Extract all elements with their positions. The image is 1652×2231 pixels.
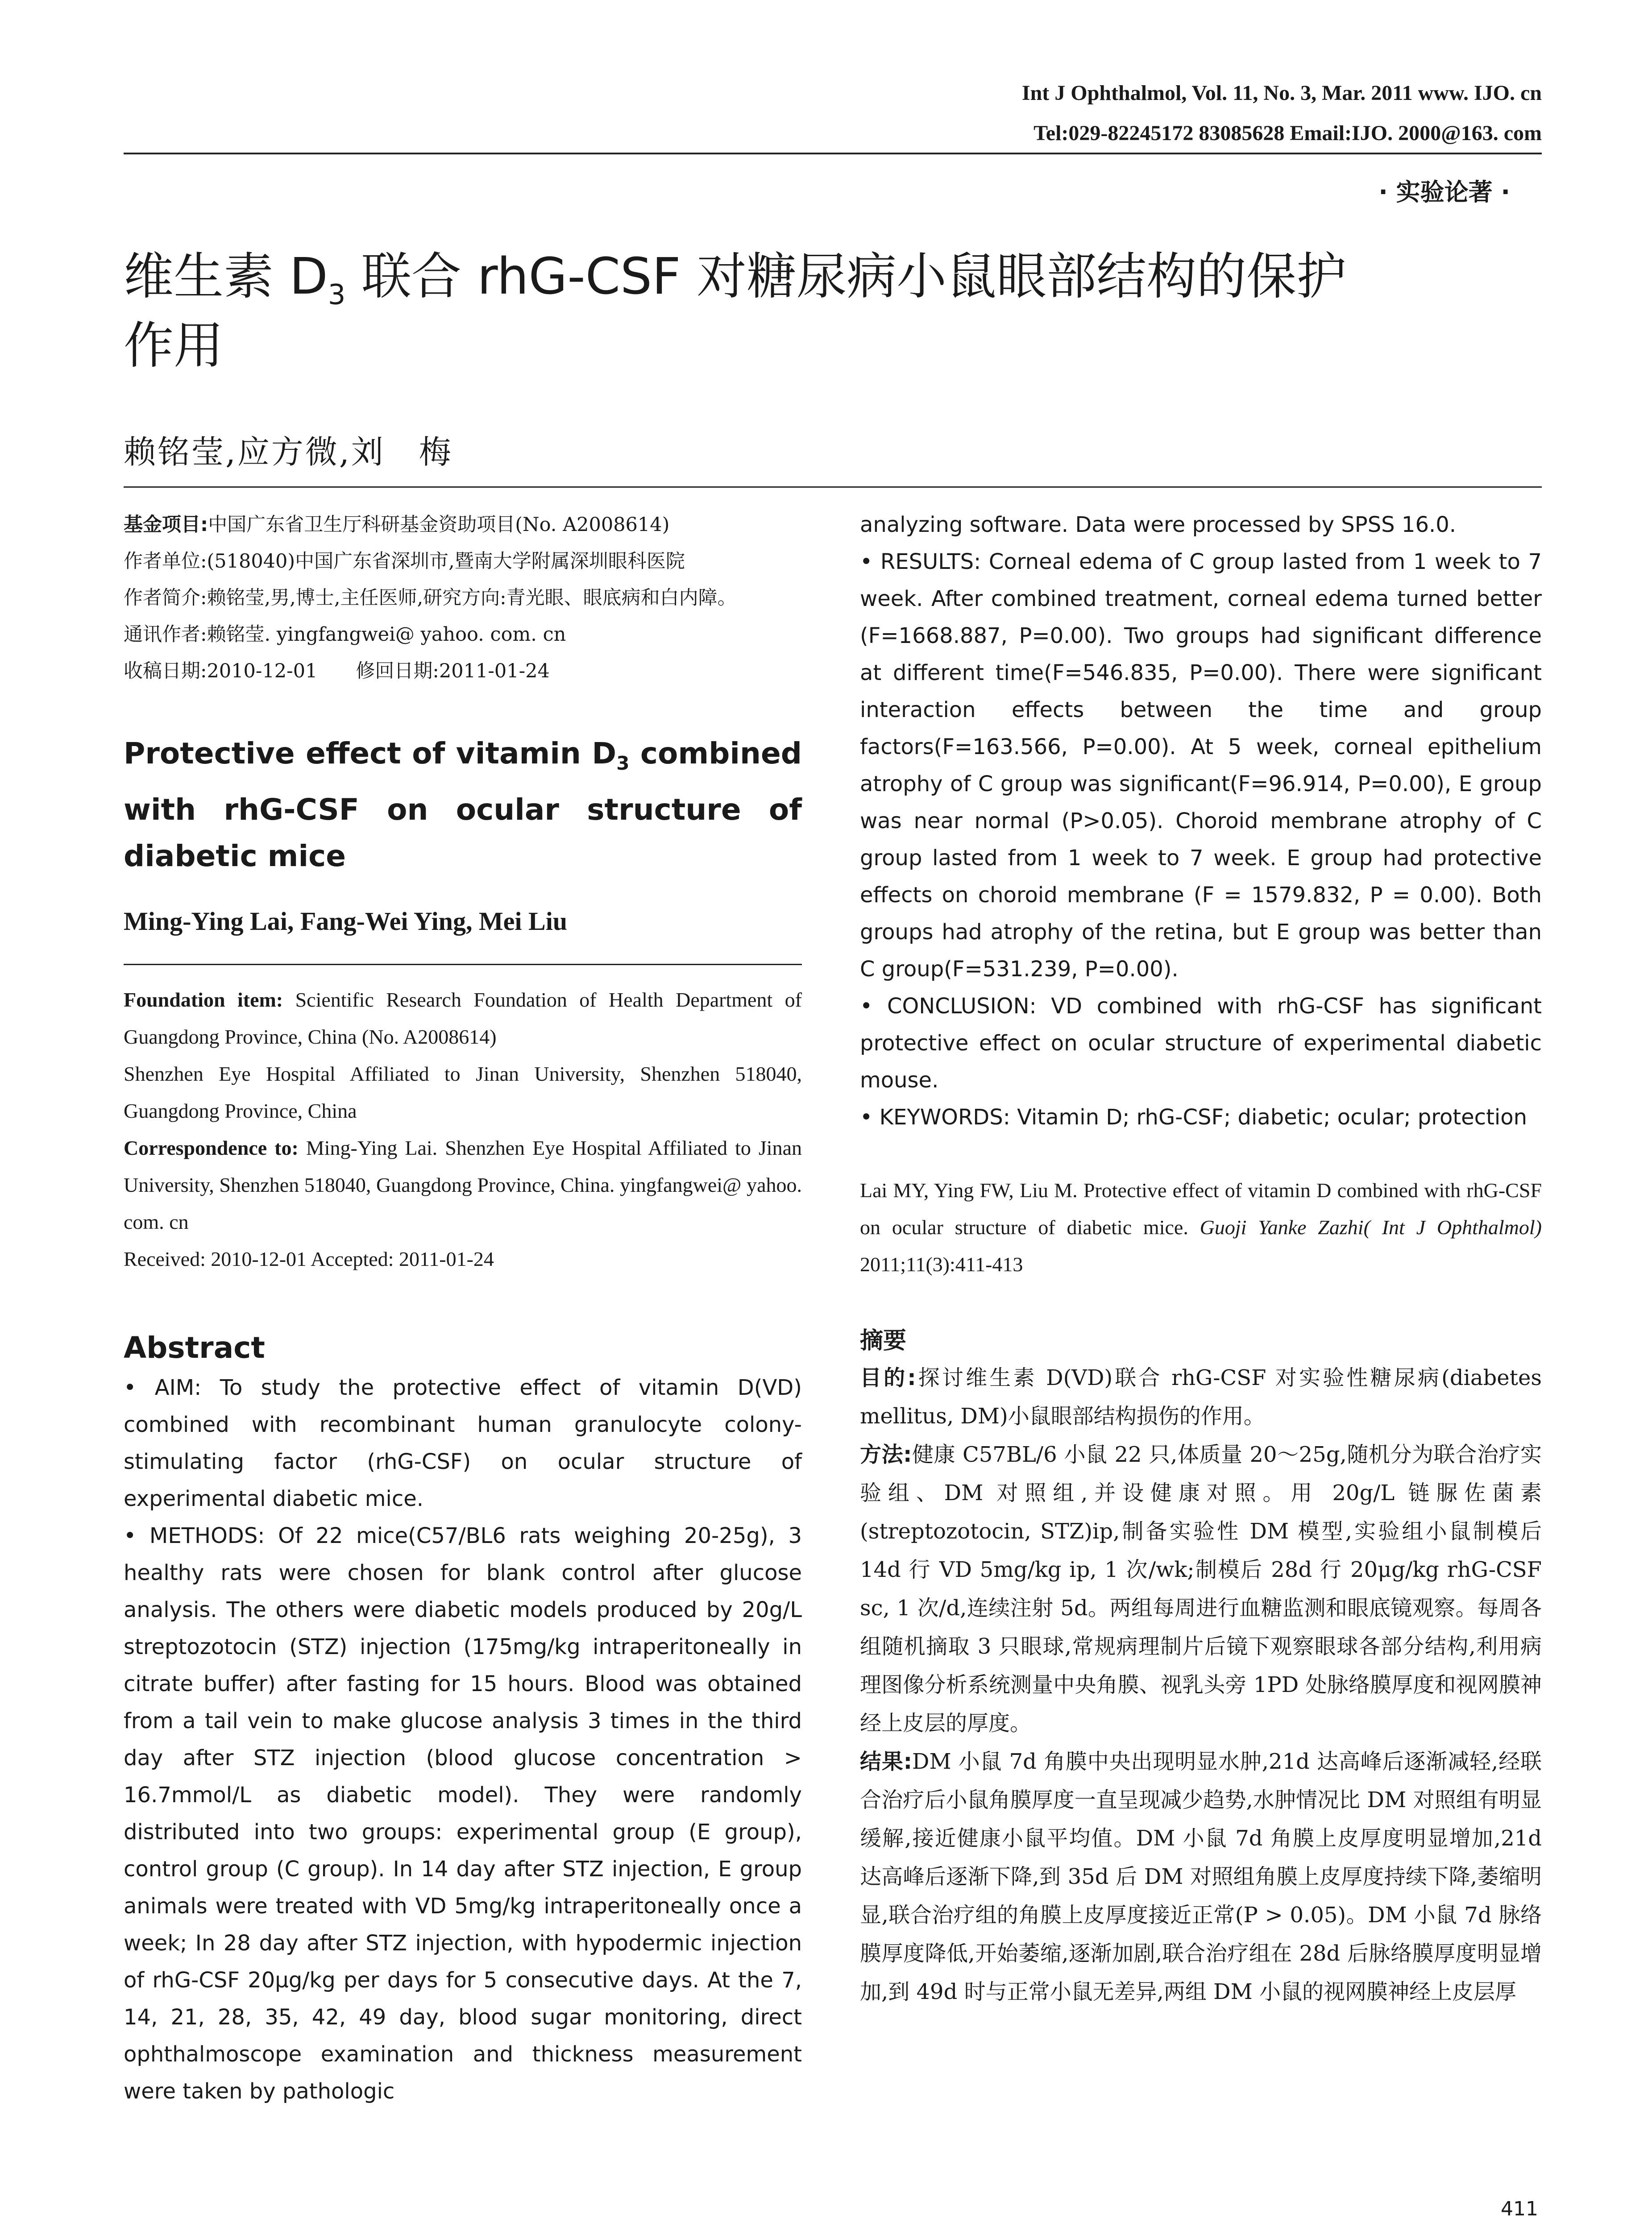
page-title-line2: 作用 — [124, 317, 224, 375]
citation-tail: 2011;11(3):411-413 — [860, 1253, 1023, 1276]
cn-abstract-label: 结果: — [860, 1749, 912, 1774]
running-header-contact: Tel:029-82245172 83085628 Email:IJO. 2000@163. com — [1034, 121, 1542, 145]
abstract-conclusion: • CONCLUSION: VD combined with rhG-CSF has significant protective effect on ocular structure of experimental diabetic mouse. — [860, 994, 1542, 1093]
cn-info-label: 基金项目: — [124, 514, 208, 536]
cn-abstract-label: 目的: — [860, 1365, 916, 1390]
page-number: 411 — [1501, 2198, 1538, 2220]
abstract-aim: • AIM: To study the protective effect of vitamin D(VD) combined with recombinant human granulocyte colony-stimulating factor (rhG-CSF) on ocular structure of experimental diabetic mice. — [124, 1375, 802, 1512]
cn-info-text: 中国广东省卫生厅科研基金资助项目(No. A2008614) — [208, 514, 670, 536]
authors-en: Ming-Ying Lai, Fang-Wei Ying, Mei Liu — [124, 907, 568, 936]
left-column — [124, 506, 802, 2110]
cn-info-correspondence: 通讯作者:赖铭莹. yingfangwei@ yahoo. com. cn — [124, 623, 566, 646]
en-authors-rule — [124, 964, 802, 965]
en-info-dates: Received: 2010-12-01 Accepted: 2011-01-24 — [124, 1248, 494, 1271]
page-title — [124, 245, 1552, 326]
authors-rule — [124, 486, 1542, 488]
en-info-label: Foundation item: — [124, 988, 283, 1012]
cn-abstract-text: DM 小鼠 7d 角膜中央出现明显水肿,21d 达高峰后逐渐减轻,经联合治疗后小鼠角膜厚度一直呈现减少趋势,水肿情况比 DM 对照组有明显缓解,接近健康小鼠平均值。DM 小鼠 7d 角膜上皮厚度明显增加,21d 达高峰后逐渐下降,到 35d 后 DM 对照组角膜上皮厚度持续下降,萎缩明显,联合治疗组的角膜上皮厚度接近正常(P > 0.05)。DM 小鼠 7d 脉络膜厚度降低,开始萎缩,逐渐加剧,联合治疗组在 28d 后脉络膜厚度明显增加,到 49d 时与正常小鼠无差异,两组 DM 小鼠的视网膜神经上皮层厚 — [860, 1749, 1542, 2004]
title-part2: 联合 rhG-CSF 对糖尿病小鼠眼部结构的保护 — [345, 248, 1347, 306]
en-info-block — [124, 981, 802, 1277]
right-column — [860, 506, 1542, 2011]
en-info-text: Ming-Ying Lai. Shenzhen Eye Hospital Affiliated to Jinan University, Shenzhen 518040, Guangdong Province, China. yingfangwei@ yahoo. com. cn — [124, 1136, 802, 1234]
en-info-affiliation: Shenzhen Eye Hospital Affiliated to Jinan University, Shenzhen 518040, Guangdong Province, China — [124, 1062, 802, 1123]
en-info-label: Correspondence to: — [124, 1136, 299, 1160]
title-subscript: 3 — [328, 278, 346, 311]
abstract-methods: • METHODS: Of 22 mice(C57/BL6 rats weighing 20-25g), 3 healthy rats were chosen for blank control after glucose analysis. The others were diabetic models produced by 20g/L streptozotocin (STZ) injection (175mg/kg intraperitoneally in citrate buffer) after fasting for 15 hours. Blood was obtained from a tail vein to make glucose analysis 3 times in the third day after STZ injection (blood glucose concentration > 16.7mmol/L as diabetic model). They were randomly distributed into two groups: experimental group (E group), control group (C group). In 14 day after STZ injection, E group animals were treated with VD 5mg/kg intraperitoneally once a week; In 28 day after STZ injection, with hypodermic injection of rhG-CSF 20μg/kg per days for 5 consecutive days. At the 7, 14, 21, 28, 35, 42, 49 day, blood sugar monitoring, direct ophthalmoscope examination and thickness measurement were taken by pathologic — [124, 1523, 802, 2104]
cn-abstract-heading: 摘要 — [860, 1327, 907, 1354]
header-rule — [124, 153, 1542, 154]
authors-cn: 赖铭莹,应方微,刘 梅 — [124, 433, 453, 471]
citation-journal: Guoji Yanke Zazhi( Int J Ophthalmol) — [1200, 1216, 1542, 1239]
abstract-methods-cont: analyzing software. Data were processed by SPSS 16.0. — [860, 512, 1457, 537]
abstract-right-block — [860, 506, 1542, 1136]
cn-abstract-block — [860, 1359, 1542, 2011]
en-title-subscript: 3 — [616, 752, 630, 775]
abstract-results: • RESULTS: Corneal edema of C group lasted from 1 week to 7 week. After combined treatment, corneal edema turned better (F=1668.887, P=0.00). Two groups had significant difference at different time(F=546.835, P=0.00). There were significant interaction effects between the time and group factors(F=163.566, P=0.00). At 5 week, corneal epithelium atrophy of C group was significant(F=96.914, P=0.00), E group was near normal (P>0.05). Choroid membrane atrophy of C group lasted from 1 week to 7 week. E group had protective effects on choroid membrane (F = 1579.832, P = 0.00). Both groups had atrophy of the retina, but E group was better than C group(F=531.239, P=0.00). — [860, 549, 1542, 982]
cn-info-block — [124, 506, 802, 689]
cn-abstract-text: 探讨维生素 D(VD)联合 rhG-CSF 对实验性糖尿病(diabetes mellitus, DM)小鼠眼部结构损伤的作用。 — [860, 1365, 1542, 1429]
running-header-journal: Int J Ophthalmol, Vol. 11, No. 3, Mar. 2011 www. IJO. cn — [1021, 81, 1542, 105]
abstract-keywords: • KEYWORDS: Vitamin D; rhG-CSF; diabetic; ocular; protection — [860, 1105, 1527, 1130]
section-label: · 实验论著 · — [1378, 178, 1510, 206]
abstract-heading: Abstract — [124, 1331, 265, 1365]
abstract-left-block — [124, 1369, 802, 2110]
cn-info-dates: 收稿日期:2010-12-01 修回日期:2011-01-24 — [124, 660, 550, 682]
citation-text: Lai MY, Ying FW, Liu M. Protective effect of vitamin D combined with rhG-CSF on ocular structure of diabetic mice. — [860, 1179, 1542, 1239]
cn-info-bio: 作者简介:赖铭莹,男,博士,主任医师,研究方向:青光眼、眼底病和白内障。 — [124, 587, 737, 609]
en-title-part1: Protective effect of vitamin D — [124, 736, 617, 771]
cn-info-affiliation: 作者单位:(518040)中国广东省深圳市,暨南大学附属深圳眼科医院 — [124, 550, 685, 572]
cn-abstract-label: 方法: — [860, 1442, 912, 1467]
citation — [860, 1172, 1542, 1283]
cn-abstract-text: 健康 C57BL/6 小鼠 22 只,体质量 20～25g,随机分为联合治疗实验组、DM 对照组,并设健康对照。用 20g/L 链脲佐菌素(streptozotocin, STZ)ip,制备实验性 DM 模型,实验组小鼠制模后 14d 行 VD 5mg/kg ip, 1 次/wk;制模后 28d 行 20μg/kg rhG-CSF sc, 1 次/d,连续注射 5d。两组每周进行血糖监测和眼底镜观察。每周各组随机摘取 3 只眼球,常规病理制片后镜下观察眼球各部分结构,利用病理图像分析系统测量中央角膜、视乳头旁 1PD 处脉络膜厚度和视网膜神经上皮层的厚度。 — [860, 1442, 1542, 1736]
en-info-text: Scientific Research Foundation of Health Department of Guangdong Province, China (No. A2008614) — [124, 988, 802, 1049]
title-part1: 维生素 D — [124, 248, 328, 306]
en-title-part2: combined with rhG-CSF on ocular structure of diabetic mice — [124, 736, 802, 874]
en-title — [124, 730, 802, 879]
